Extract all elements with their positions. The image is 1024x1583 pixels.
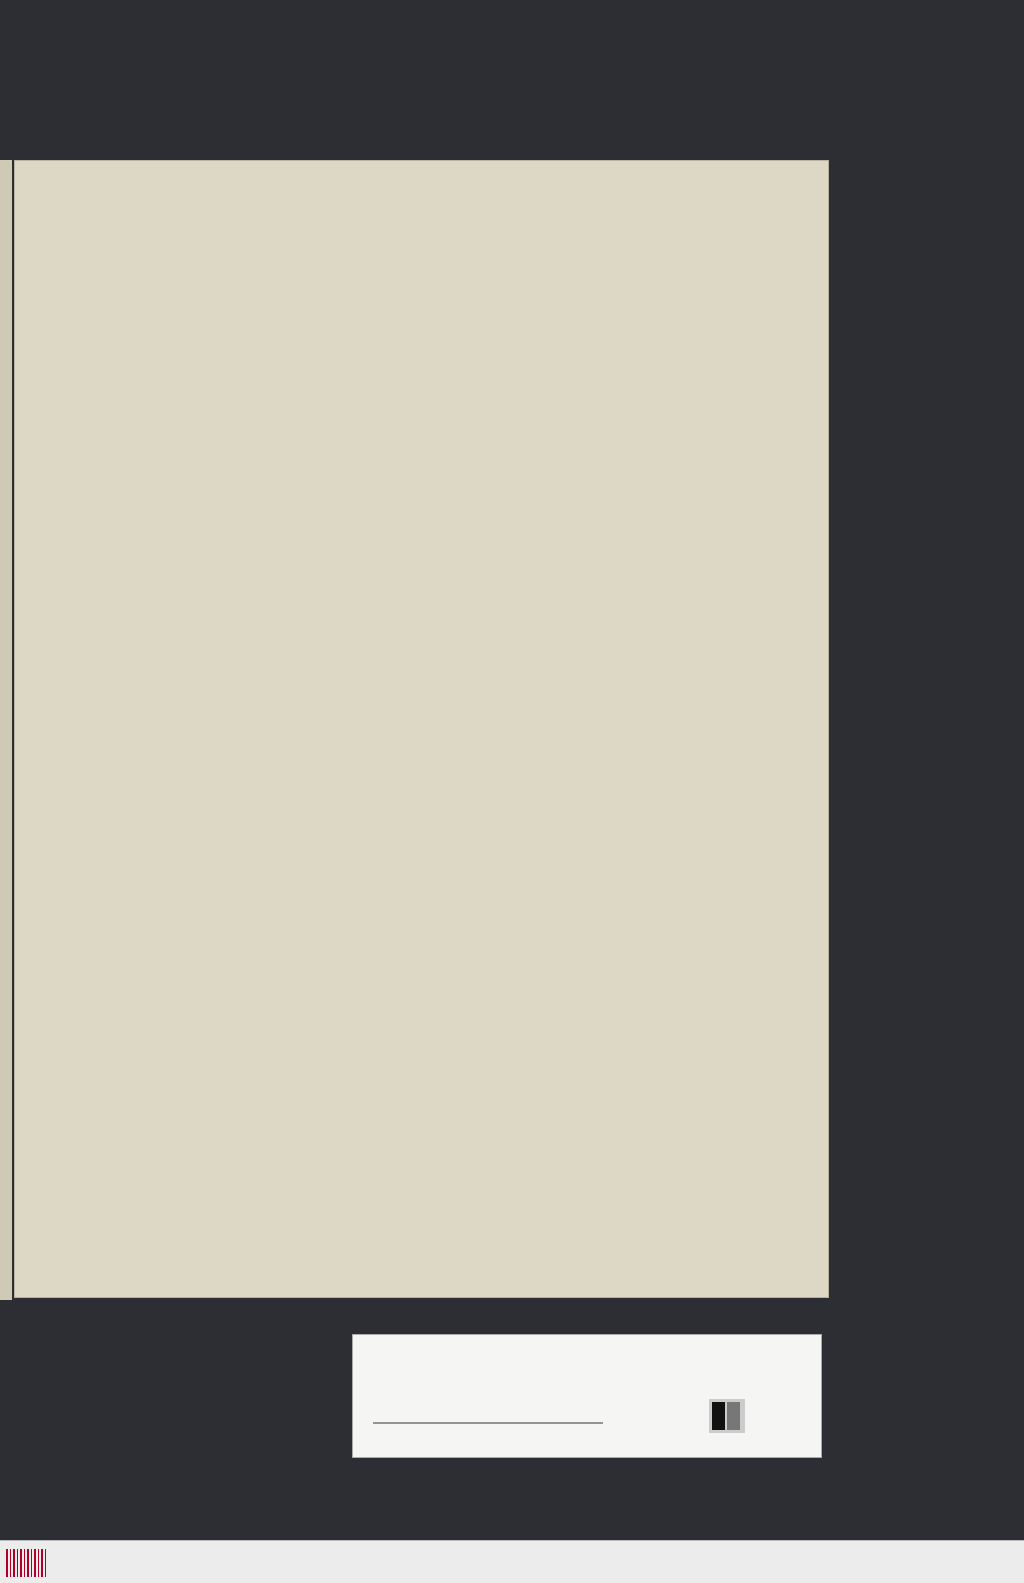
footer-bar: [0, 1540, 1024, 1583]
color-card: [352, 1334, 822, 1458]
scale-ruler: [373, 1385, 603, 1425]
page-edge: [0, 160, 12, 1300]
book-page: [14, 160, 829, 1298]
barcode-icon: [6, 1549, 48, 1577]
gray-swatch: [709, 1399, 745, 1433]
